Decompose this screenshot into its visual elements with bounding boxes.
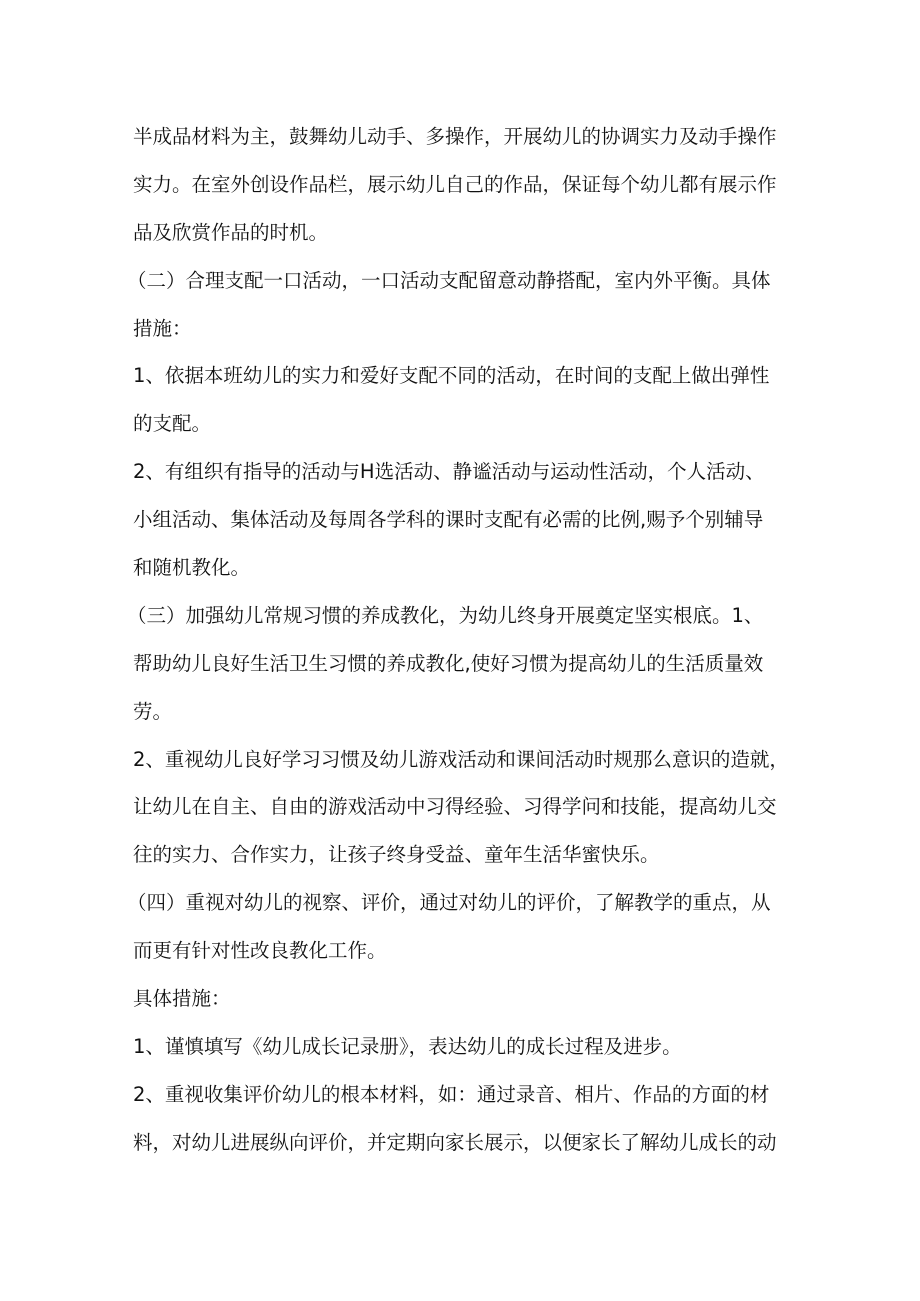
text-line: 让幼儿在自主、自由的游戏活动中习得经验、习得学问和技能，提高幼儿交	[133, 795, 777, 819]
text-line: 具体措施：	[133, 987, 231, 1011]
text-line: 实力。在室外创设作品栏，展示幼儿自己的作品，保证每个幼儿都有展示作	[133, 172, 777, 196]
text-line: 小组活动、集体活动及每周各学科的课时支配有必需的比例,赐予个别辅导	[133, 508, 764, 532]
section-heading-4: （四）重视对幼儿的视察、评价，通过对幼儿的评价，了解教学的重点，从	[127, 891, 771, 915]
list-item: 2、重视收集评价幼儿的根本材料，如：通过录音、相片、作品的方面的材	[133, 1082, 770, 1106]
list-item: 2、重视幼儿良好学习习惯及幼儿游戏活动和课间活动时规那么意识的造就，	[133, 747, 789, 771]
text-line: 料，对幼儿进展纵向评价，并定期向家长展示，以便家长了解幼儿成长的动	[133, 1130, 777, 1154]
text-line: 品及欣赏作品的时机。	[133, 220, 329, 244]
section-heading-2: （二）合理支配一口活动，一口活动支配留意动静搭配，室内外平衡。具体	[127, 268, 771, 292]
text-line: 半成品材料为主，鼓舞幼儿动手、多操作，开展幼儿的协调实力及动手操作	[133, 125, 777, 148]
text-line: 往的实力、合作实力，让孩子终身受益、童年生活华蜜快乐。	[133, 843, 660, 867]
text-line: 措施：	[133, 316, 192, 340]
list-item: 1、谨慎填写《幼儿成长记录册》，表达幼儿的成长过程及进步。	[133, 1034, 682, 1058]
list-item: 1、依据本班幼儿的实力和爱好支配不同的活动，在时间的支配上做出弹性	[133, 364, 770, 388]
text-line: 劳。	[133, 699, 173, 723]
document-body	[127, 113, 803, 1167]
text-line: 而更有针对性改良教化工作。	[133, 939, 387, 963]
text-line: 帮助幼儿良好生活卫生习惯的养成教化,使好习惯为提高幼儿的生活质量效	[133, 651, 764, 675]
list-item: 2、有组织有指导的活动与H选活动、静谧活动与运动性活动，个人活动、	[133, 460, 765, 484]
text-line: 和随机教化。	[133, 556, 251, 580]
section-heading-3: （三）加强幼儿常规习惯的养成教化，为幼儿终身开展奠定坚实根底。1、	[127, 603, 764, 627]
text-line: 的支配。	[133, 412, 212, 436]
